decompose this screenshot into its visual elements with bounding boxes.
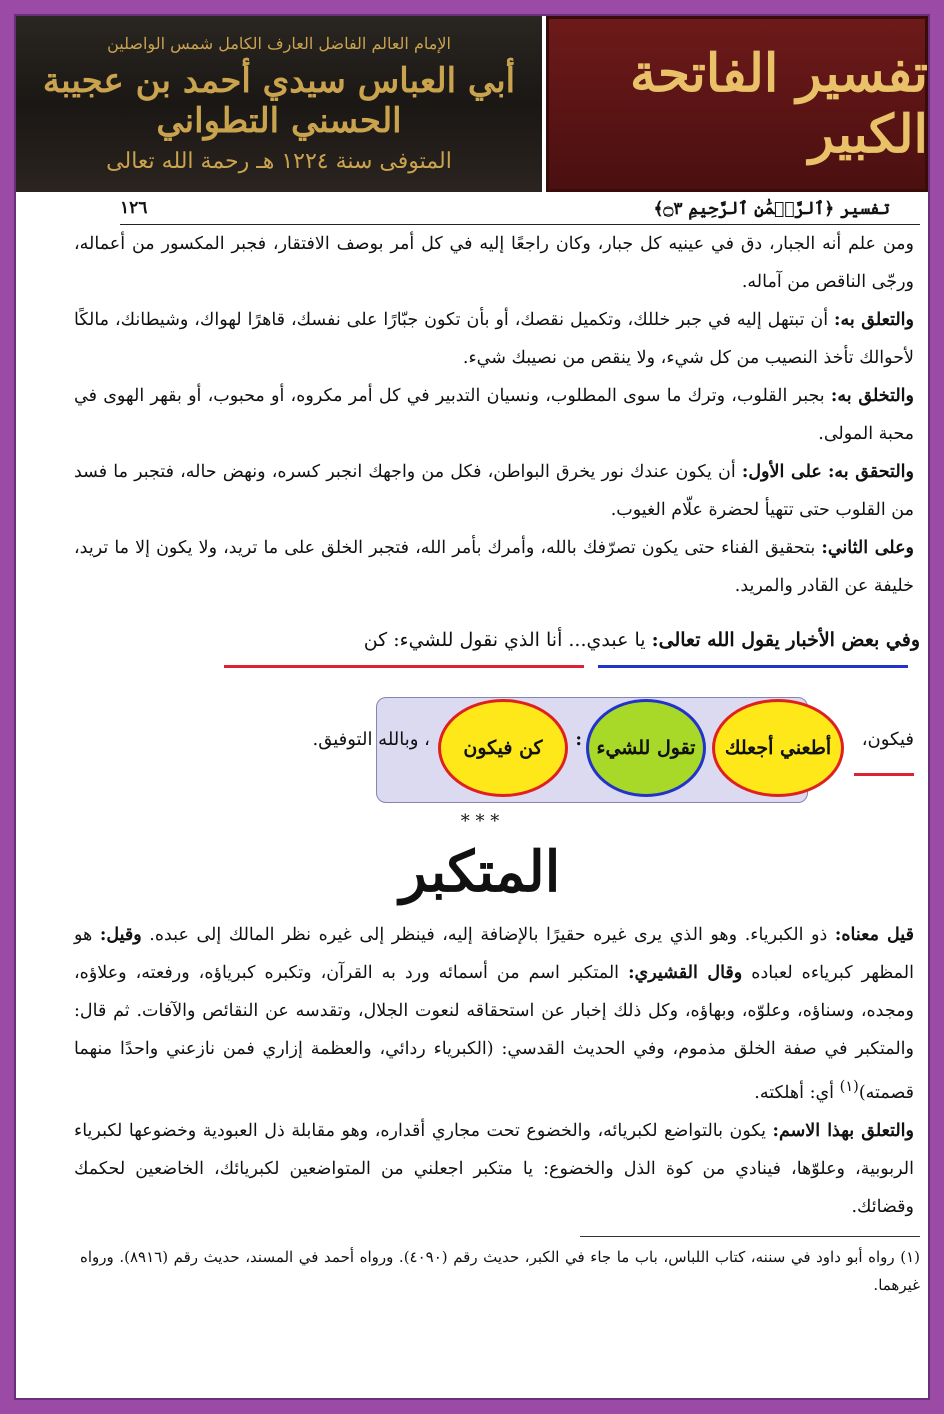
term-label: والتعلق به: (834, 310, 914, 330)
oval-be: كن فيكون (438, 699, 568, 797)
paragraph-2: والتعلق به: أن تبتهل إليه في جبر خللك، وتكميل نقصك، أو بأن تكون جبّارًا على نفسك، قاهرًا لهواك، وشيطانك، مالكًا لأحوالك تأخذ النصيب من كل شيء، ولا ينقص من نصيبك شيء. (74, 310, 914, 368)
red-underline-short (854, 773, 914, 776)
paragraph-4: والتحقق به: على الأول: أن يكون عندك نور يخرق البواطن، فكل من واجهك انجبر كسره، ونهض حاله، فتجبر ما فسد من القلوب حتى تتهيأ لحضرة علّام الغيوب. (74, 462, 914, 520)
hadith-line (80, 623, 920, 663)
term-label: والتحقق به: (827, 462, 914, 482)
hadith-text: يا عبدي... أنا الذي نقول للشيء: كن (363, 629, 646, 651)
author-line-3: المتوفى سنة ١٢٢٤ هـ رحمة الله تعالى (106, 149, 452, 174)
author-banner (16, 16, 542, 192)
author-line-1: الإمام العالم الفاضل العارف الكامل شمس الواصلين (107, 34, 451, 53)
term-label: وعلى الثاني: (821, 538, 914, 558)
term-label: والتعلق بهذا الاسم: (772, 1120, 915, 1141)
section-divider: * * * (460, 811, 500, 832)
book-title-banner (546, 16, 928, 192)
paragraph-5: وعلى الثاني: بتحقيق الفناء حتى يكون تصرّفك بالله، وأمرك بأمر الله، فتجبر الخلق على ما تريد، ولا يكون إلا ما تريد، خليفة عن القادر والمريد. (74, 538, 914, 596)
footnote-ref: (١) (839, 1078, 859, 1095)
hadith-ending: ، وبالله التوفيق. (312, 729, 430, 750)
page-header (120, 196, 920, 225)
footnote: (١) رواه أبو داود في سننه، كتاب اللباس، باب ما جاء في الكبر، حديث رقم (٤٠٩٠). ورواه أحمد في المسند، حديث رقم (٨٩١٦). ورواه غيرهما. (80, 1247, 920, 1294)
blue-underline (598, 665, 908, 668)
term-label: والتخلق به: (830, 386, 914, 406)
section-paragraph-2: والتعلق بهذا الاسم: يكون بالتواضع لكبريائه، والخضوع تحت مجاري أقداره، وهو مقابلة ذل العبودية وخضوعها لكبرياء الربوبية، وعلوّها، فينادي من كوة الذل والخضوع: يا متكبر اجعلني من المتواضعين لكبريائك، الخاضعين لحكمك وقضائك. (74, 1120, 915, 1217)
term-label: على الأول: (741, 462, 822, 482)
term-label: وقال القشيري: (628, 963, 743, 983)
paragraph-1: ومن علم أنه الجبار، دق في عينيه كل جبار، وكان راجعًا إليه في كل أمر بوصف الافتقار، فجبر المكسور من أعماله، ورجّى الناقص من آماله. (74, 234, 914, 292)
oval-say: تقول للشيء (586, 699, 706, 797)
page-number: ١٢٦ (120, 198, 148, 218)
book-title: تفسير الفاتحة الكبير (629, 43, 928, 165)
oval-colon: : (575, 729, 582, 750)
paragraph-3: والتخلق به: بجبر القلوب، وترك ما سوى المطلوب، ونسيان التدبير في كل أمر مكروه، أو محبوب، أو بقهر الهوى في محبة المولى. (74, 386, 914, 444)
term-label: وقيل: (99, 925, 142, 945)
section-title: المتكبر (399, 839, 561, 905)
red-underline (224, 665, 584, 668)
footnote-separator (580, 1236, 920, 1237)
author-line-2: أبي العباس سيدي أحمد بن عجيبة الحسني التطواني (42, 61, 516, 141)
page-body (40, 196, 920, 1299)
section-paragraph-1: قيل معناه: ذو الكبرياء. وهو الذي يرى غيره حقيرًا بالإضافة إليه، فينظر إلى غيره نظر المالك إلى عبده. وقيل: هو المظهر كبرياءه لعباده وقال القشيري: المتكبر اسم من أسمائه ورد به القرآن، وتكبره كبرياؤه، ورفعته، وعلاؤه، ومجده، وسناؤه، وعلوّه، وبهاؤه، وكل ذلك إخبار عن استحقاقه لنعوت الجلال، وتقدسه عن النقائص والآفات. ثم قال: والمتكبر في صفة الخلق مذموم، وفي الحديث القدسي: (الكبرياء ردائي، والعظمة إزاري فمن نازعني واحدًا منهما قصمته)$^{(١)}$ أي: أهلكته. (74, 925, 914, 1103)
highlight-row (40, 697, 920, 817)
running-title: تفسير ﴿ٱلرَّحۡمَٰنِ ٱلرَّحِيمِ ۝٣﴾ (653, 199, 890, 219)
term-label: قيل معناه: (834, 925, 914, 945)
oval-obey: أطعني أجعلك (712, 699, 844, 797)
hadith-continuation: فيكون، (861, 729, 914, 750)
hadith-intro: وفي بعض الأخبار يقول الله تعالى: (651, 629, 920, 651)
